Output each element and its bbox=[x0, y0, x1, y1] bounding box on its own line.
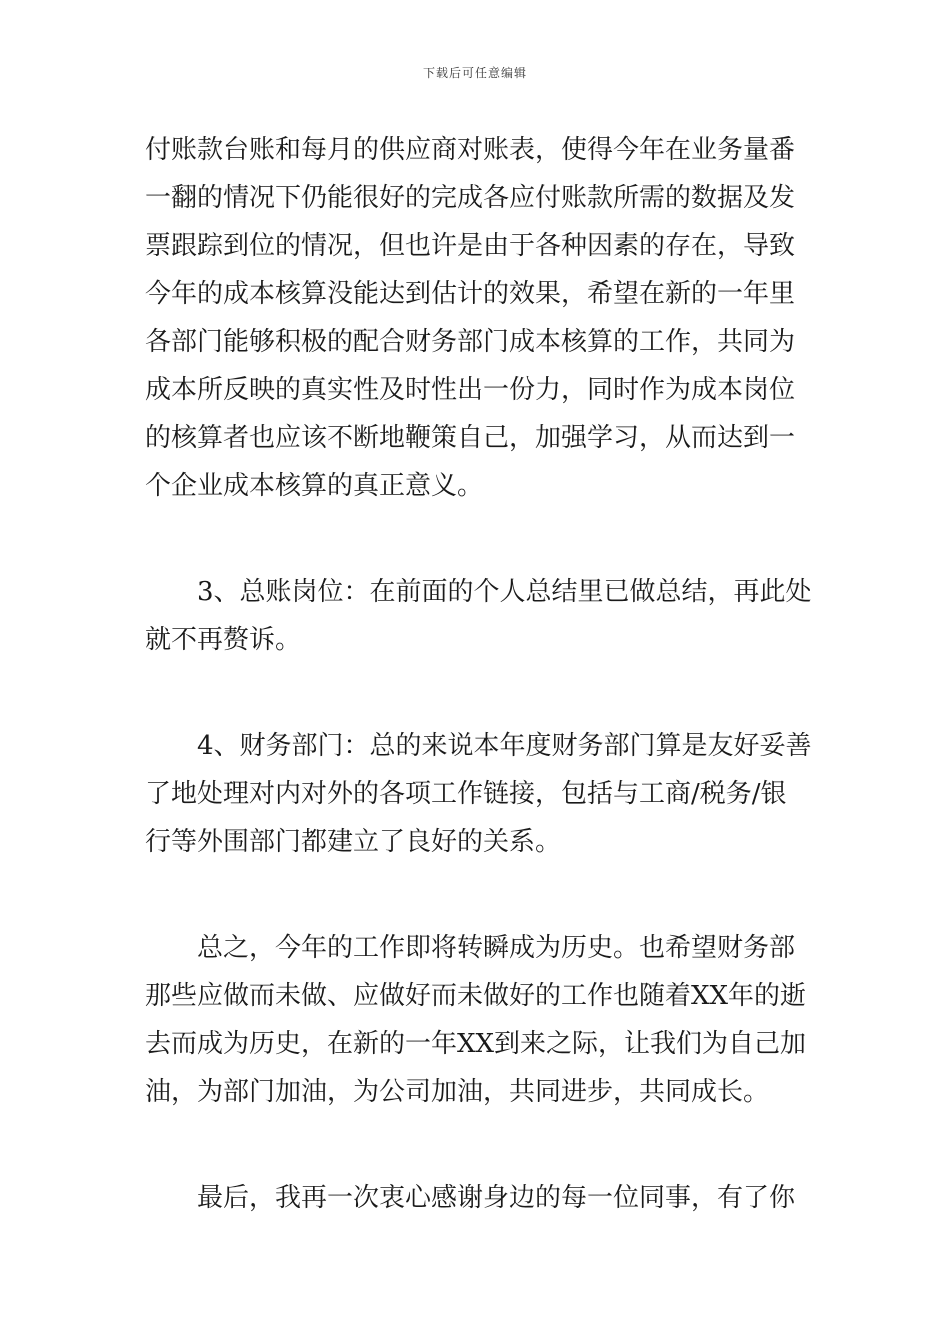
paragraph-finance-department bbox=[145, 722, 813, 866]
text-line: 4、财务部门：总的来说本年度财务部门算是友好妥善 bbox=[145, 731, 812, 761]
paragraph-general-ledger bbox=[145, 568, 813, 664]
paragraph-spacer bbox=[145, 664, 813, 722]
text-line: 最后，我再一次衷心感谢身边的每一位同事，有了你 bbox=[145, 1183, 796, 1213]
text-line: 票跟踪到位的情况，但也许是由于各种因素的存在，导致 bbox=[145, 231, 796, 261]
text-line: 付账款台账和每月的供应商对账表，使得今年在业务量番 bbox=[145, 135, 796, 165]
text-line: 各部门能够积极的配合财务部门成本核算的工作，共同为 bbox=[145, 327, 796, 357]
text-line: 去而成为历史，在新的一年XX到来之际，让我们为自己加 bbox=[145, 1029, 807, 1059]
text-line: 的核算者也应该不断地鞭策自己，加强学习，从而达到一 bbox=[145, 423, 796, 453]
header-note: 下载后可任意编辑 bbox=[422, 66, 527, 80]
text-line: 个企业成本核算的真正意义。 bbox=[145, 471, 484, 501]
paragraph-closing bbox=[145, 1174, 813, 1222]
text-line: 那些应做而未做、应做好而未做好的工作也随着XX年的逝 bbox=[145, 981, 807, 1011]
text-line: 总之，今年的工作即将转瞬成为历史。也希望财务部 bbox=[145, 933, 796, 963]
paragraph-summary bbox=[145, 924, 813, 1116]
document-body bbox=[145, 126, 813, 1222]
text-line: 今年的成本核算没能达到估计的效果，希望在新的一年里 bbox=[145, 279, 796, 309]
text-line: 油，为部门加油，为公司加油，共同进步，共同成长。 bbox=[145, 1077, 770, 1107]
paragraph-spacer bbox=[145, 1116, 813, 1174]
text-line: 了地处理对内对外的各项工作链接，包括与工商/税务/银 bbox=[145, 779, 787, 809]
text-line: 成本所反映的真实性及时性出一份力，同时作为成本岗位 bbox=[145, 375, 796, 405]
text-line: 就不再赘诉。 bbox=[145, 625, 302, 655]
text-line: 3、总账岗位：在前面的个人总结里已做总结，再此处 bbox=[145, 577, 812, 607]
paragraph-spacer bbox=[145, 510, 813, 568]
paragraph-spacer bbox=[145, 866, 813, 924]
paragraph-cost-accounting bbox=[145, 126, 813, 510]
text-line: 一翻的情况下仍能很好的完成各应付账款所需的数据及发 bbox=[145, 183, 796, 213]
text-line: 行等外围部门都建立了良好的关系。 bbox=[145, 827, 562, 857]
